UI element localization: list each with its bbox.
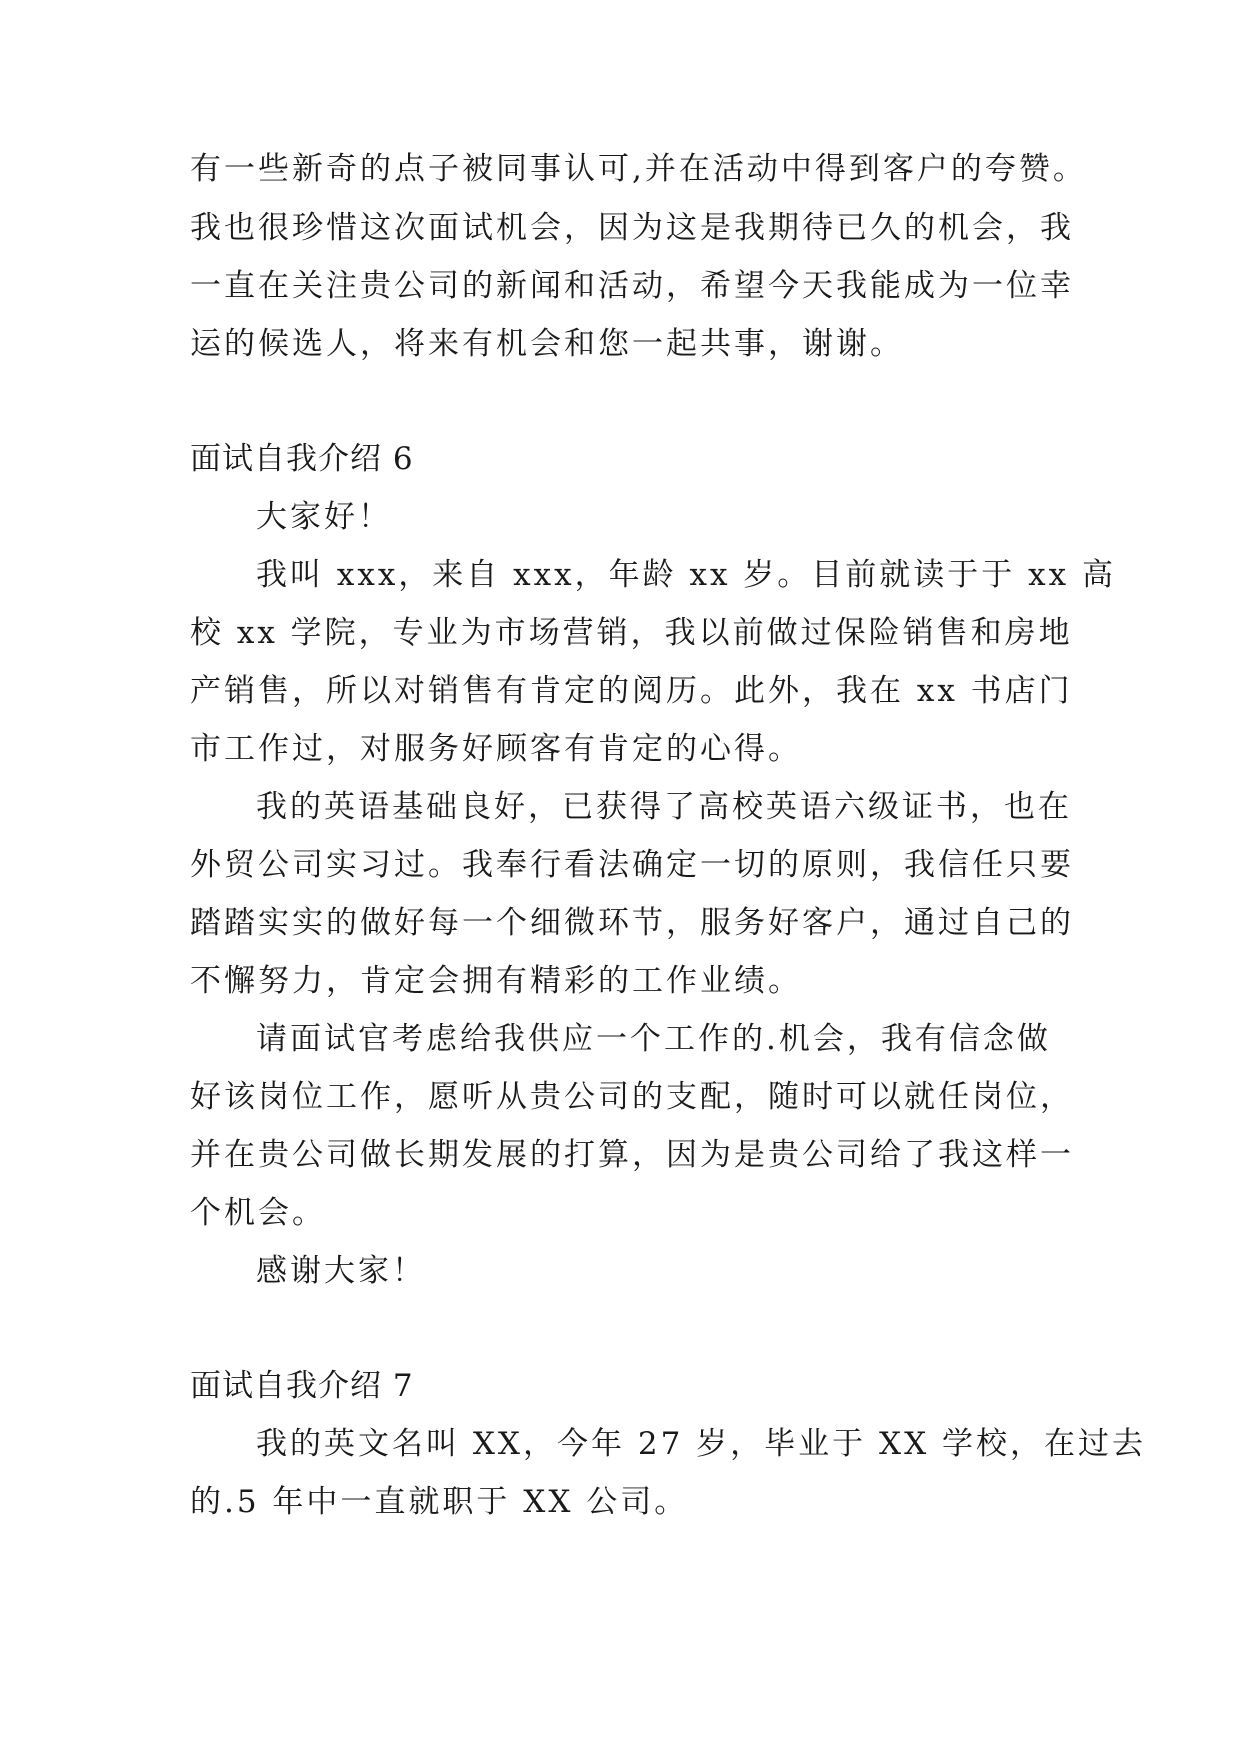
text-line: 校 xx 学院，专业为市场营销，我以前做过保险销售和房地 bbox=[190, 615, 1073, 651]
text-line: 产销售，所以对销售有肯定的阅历。此外，我在 xx 书店门 bbox=[190, 673, 1073, 709]
section-heading-6: 面试自我介绍 6 bbox=[190, 441, 414, 477]
text-line: 并在贵公司做长期发展的打算，因为是贵公司给了我这样一 bbox=[190, 1137, 1074, 1173]
text-line: 踏踏实实的做好每一个细微环节，服务好客户，通过自己的 bbox=[190, 905, 1074, 941]
text-line: 我的英语基础良好，已获得了高校英语六级证书，也在 bbox=[256, 789, 1072, 825]
text-line: 不懈努力，肯定会拥有精彩的工作业绩。 bbox=[190, 963, 802, 999]
text-line: 的.5 年中一直就职于 XX 公司。 bbox=[190, 1484, 689, 1520]
text-line: 市工作过，对服务好顾客有肯定的心得。 bbox=[190, 731, 802, 767]
text-line: 我的英文名叫 XX，今年 27 岁，毕业于 XX 学校，在过去 bbox=[256, 1426, 1146, 1462]
greeting: 大家好！ bbox=[256, 499, 392, 535]
closing-line: 感谢大家！ bbox=[256, 1253, 426, 1289]
text-line: 有一些新奇的点子被同事认可,并在活动中得到客户的夸赞。 bbox=[190, 151, 1087, 187]
text-line: 外贸公司实习过。我奉行看法确定一切的原则，我信任只要 bbox=[190, 847, 1074, 883]
text-line: 请面试官考虑给我供应一个工作的.机会，我有信念做 bbox=[256, 1021, 1051, 1057]
text-line: 我也很珍惜这次面试机会，因为这是我期待已久的机会，我 bbox=[190, 210, 1074, 246]
text-line: 运的候选人，将来有机会和您一起共事，谢谢。 bbox=[190, 326, 904, 362]
text-line: 好该岗位工作，愿听从贵公司的支配，随时可以就任岗位， bbox=[190, 1079, 1074, 1115]
text-line: 我叫 xxx，来自 xxx，年龄 xx 岁。目前就读于于 xx 高 bbox=[256, 557, 1116, 593]
text-line: 个机会。 bbox=[190, 1195, 326, 1231]
text-line: 一直在关注贵公司的新闻和活动，希望今天我能成为一位幸 bbox=[190, 268, 1074, 304]
section-heading-7: 面试自我介绍 7 bbox=[190, 1368, 414, 1404]
